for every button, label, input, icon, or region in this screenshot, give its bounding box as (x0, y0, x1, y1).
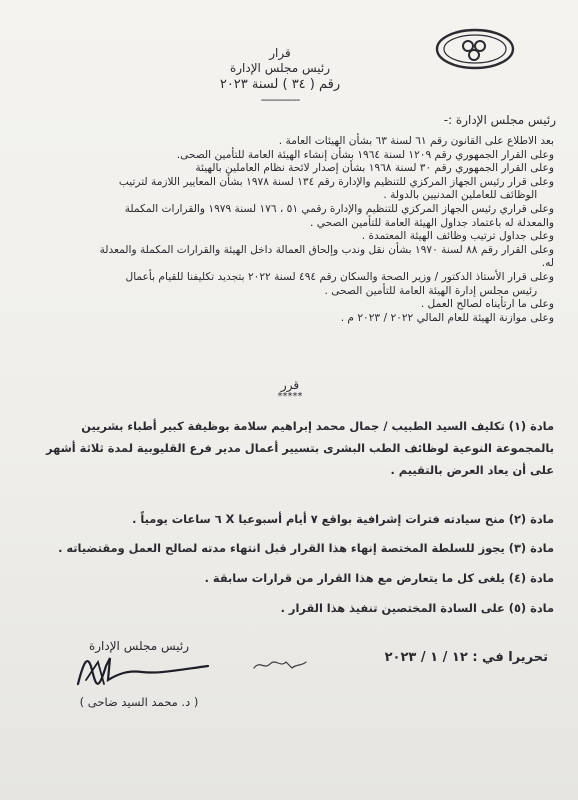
health-insurance-logo-icon (432, 26, 518, 72)
recital-line: الوظائف للعاملين المدنيين بالدولة . (383, 189, 554, 202)
article-1: مادة (١) تكليف السيد الطبيب / جمال محمد إبراهيم سلامة بوظيفة كبير أطباء بشريين بالمجموعة النوعية لوظائف الطب البشرى بتسيير أعمال مدير فرع القليوبية لمدة ثلاثة أشهر على أن يعاد العرض بالتقييم . (46, 419, 554, 477)
recital-line: وعلى قرار الأستاذ الدكتور / وزير الصحة والسكان رقم ٤٩٤ لسنة ٢٠٢٢ بتجديد تكليفنا للقيام بأعمال (125, 270, 554, 283)
recital-line: وعلى قراري رئيس الجهاز المركزي للتنظيم والإدارة رقمي ٥١ ، ١٧٦ لسنة ١٩٧٩ والقرارات المكملة (124, 202, 554, 215)
initials-mark-icon (250, 656, 310, 674)
decision-word: قرر (280, 378, 300, 392)
recital-line: وعلى القرار رقم ٨٨ لسنة ١٩٧٠ بشأن نقل وندب وإلحاق العمالة داخل الهيئة والقرارات المكملة والمعدلة (99, 243, 554, 256)
header-divider: ------------- (260, 93, 300, 106)
document-header (160, 46, 400, 106)
recital-line: وعلى القرار الجمهوري رقم ٣٠ لسنة ١٩٦٨ بشأن إصدار لائحة نظام العاملين بالهيئة (195, 162, 554, 175)
recital-line: والمعدلة له باعتماد جداول الهيئة العامة للتأمين الصحي . (310, 216, 554, 229)
recital-line: وعلى ما ارتأيناه لصالح العمل . (420, 298, 554, 311)
decision-heading (240, 378, 340, 402)
article-2: مادة (٢) منح سيادته فترات إشرافية بواقع ٧ أيام أسبوعيا X ٦ ساعات يومياً . (132, 512, 554, 526)
signature-name: ( د. محمد السيد ضاحى ) (79, 695, 199, 709)
recital-line: وعلى القرار الجمهوري رقم ١٢٠٩ لسنة ١٩٦٤ بشأن إنشاء الهيئة العامة للتأمين الصحى. (176, 148, 554, 161)
signature-title: رئيس مجلس الإدارة (88, 639, 190, 653)
preamble: رئيس مجلس الإدارة :- (443, 113, 556, 127)
recital-line: وعلى موازنة الهيئة للعام المالي ٢٠٢٢ / ٢٠٢٣ م . (340, 311, 554, 324)
recital-line: بعد الاطلاع على القانون رقم ٦١ لسنة ٦٣ بشأن الهيئات العامة . (278, 135, 554, 147)
recital-line: وعلى جداول ترتيب وظائف الهيئة المعتمدة . (361, 230, 554, 243)
header-number: رقم ( ٣٤ ) لسنة ٢٠٢٣ (219, 77, 341, 92)
recital-line: وعلى قرار رئيس الجهاز المركزي للتنظيم والإدارة رقم ١٣٤ لسنة ١٩٧٨ بشأن المعايير اللازمة لترتيب (118, 175, 554, 188)
recitals-list (24, 135, 554, 325)
signature-block (64, 638, 214, 710)
header-decision: قرار (269, 46, 291, 60)
decision-stars: ***** (277, 391, 303, 402)
header-issuer: رئيس مجلس الإدارة (229, 61, 331, 75)
recital-line: له. (541, 257, 554, 270)
article-3: مادة (٣) يجوز للسلطة المختصة إنهاء هذا القرار قبل انتهاء مدته لصالح العمل ومقتضياته . (58, 541, 554, 555)
issue-date: تحريرا في : ١٢ / ١ / ٢٠٢٣ (384, 650, 548, 665)
article-5: مادة (٥) على السادة المختصين تنفيذ هذا القرار . (280, 601, 554, 615)
article-4: مادة (٤) يلغى كل ما يتعارض مع هذا القرار من قرارات سابقة . (204, 571, 554, 585)
recital-line: رئيس مجلس إدارة الهيئة العامة للتأمين الصحى . (324, 284, 554, 297)
